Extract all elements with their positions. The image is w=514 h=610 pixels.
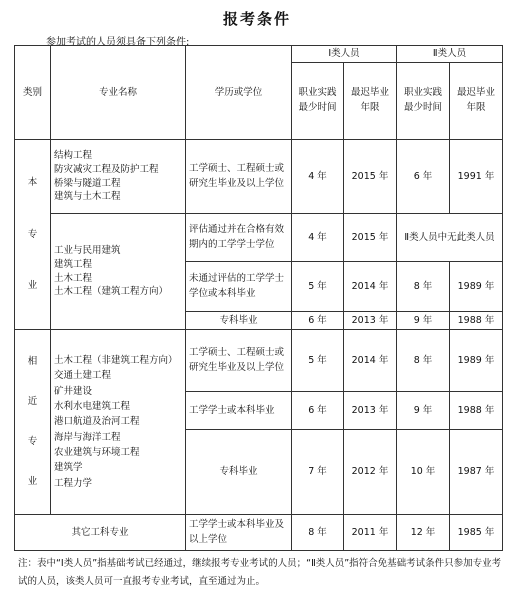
c2-years-cell: 9 年	[397, 312, 450, 330]
requirements-table	[14, 45, 503, 551]
education-cell: 专科毕业	[186, 430, 292, 515]
education-cell: 工学硕士、工程硕士或研究生毕业及以上学位	[186, 330, 292, 392]
header-category: 类别	[15, 46, 51, 140]
c2-grad-cell: 1988 年	[450, 312, 503, 330]
major-item: 农业建筑与环境工程	[54, 447, 140, 459]
major-item: 结构工程	[54, 149, 93, 161]
c2-grad-cell: 1989 年	[450, 330, 503, 392]
c1-grad-cell: 2013 年	[344, 312, 397, 330]
major-item: 桥梁与隧道工程	[54, 177, 121, 189]
section1-label-char: 业	[27, 280, 38, 292]
intro-text: 参加考试的人员须具备下列条件:	[46, 37, 190, 48]
page-title: 报考条件	[222, 10, 291, 28]
c1-years-cell: 6 年	[292, 392, 344, 430]
c1-grad-cell: 2014 年	[344, 262, 397, 312]
section2-label-char: 近	[27, 396, 38, 408]
c2-years-cell: 8 年	[397, 262, 450, 312]
section1-group1-majors	[51, 140, 186, 214]
section1-label-char: 本	[27, 176, 38, 188]
header-c2-work-years: 职业实践最少时间	[397, 63, 450, 140]
major-item: 土木工程（建筑工程方向）	[54, 286, 169, 298]
header-class2: Ⅱ类人员	[397, 46, 503, 63]
c2-years-cell: 6 年	[397, 140, 450, 214]
major-item: 建筑与土木工程	[54, 191, 121, 203]
c2-note-cell: Ⅱ类人员中无此类人员	[397, 214, 503, 262]
section1-group2-majors	[51, 214, 186, 330]
c2-grad-cell: 1991 年	[450, 140, 503, 214]
c1-years-cell: 5 年	[292, 330, 344, 392]
header-c2-grad-year: 最迟毕业年限	[450, 63, 503, 140]
major-item: 工业与民用建筑	[54, 244, 121, 256]
c2-grad-cell: 1985 年	[450, 515, 503, 551]
c2-years-cell: 8 年	[397, 330, 450, 392]
c1-years-cell: 4 年	[292, 140, 344, 214]
section2-label	[15, 330, 51, 515]
c1-grad-cell: 2013 年	[344, 392, 397, 430]
c2-grad-cell: 1988 年	[450, 392, 503, 430]
major-item: 建筑工程	[54, 258, 93, 270]
header-class1: Ⅰ类人员	[292, 46, 397, 63]
major-item: 工程力学	[54, 477, 93, 489]
header-c1-work-years: 职业实践最少时间	[292, 63, 344, 140]
section2-label-char: 业	[27, 475, 38, 487]
section2-majors	[51, 330, 186, 515]
section3-label: 其它工科专业	[15, 515, 186, 551]
education-cell: 工学硕士、工程硕士或研究生毕业及以上学位	[186, 140, 292, 214]
c2-years-cell: 9 年	[397, 392, 450, 430]
header-major: 专业名称	[51, 46, 186, 140]
c1-grad-cell: 2012 年	[344, 430, 397, 515]
c2-grad-cell: 1989 年	[450, 262, 503, 312]
section1-label	[15, 140, 51, 330]
major-item: 建筑学	[54, 462, 83, 474]
c1-grad-cell: 2011 年	[344, 515, 397, 551]
section2-label-char: 专	[27, 436, 38, 447]
major-item: 土木工程	[54, 272, 93, 284]
c1-years-cell: 7 年	[292, 430, 344, 515]
major-item: 土木工程（非建筑工程方向）	[54, 354, 178, 366]
header-c1-grad-year: 最迟毕业年限	[344, 63, 397, 140]
major-item: 港口航道及治河工程	[54, 416, 140, 428]
c2-years-cell: 10 年	[397, 430, 450, 515]
footnote: 注：表中“Ⅰ类人员”指基础考试已经通过，继续报考专业考试的人员；“Ⅱ类人员”指符合免基础考试条件只参加专业考试的人员，该类人员可一直报考专业考试，直至通过为止。	[18, 558, 502, 588]
c1-years-cell: 6 年	[292, 312, 344, 330]
c2-grad-cell: 1987 年	[450, 430, 503, 515]
c1-years-cell: 8 年	[292, 515, 344, 551]
education-cell: 专科毕业	[186, 312, 292, 330]
education-cell: 工学学士或本科毕业	[186, 392, 292, 430]
major-item: 防灾减灾工程及防护工程	[54, 163, 159, 175]
c1-grad-cell: 2015 年	[344, 140, 397, 214]
education-cell: 未通过评估的工学学士学位或本科毕业	[186, 262, 292, 312]
c1-grad-cell: 2015 年	[344, 214, 397, 262]
major-item: 交通土建工程	[54, 370, 112, 382]
header-education: 学历或学位	[186, 46, 292, 140]
major-item: 水利水电建筑工程	[54, 400, 131, 412]
section2-label-char: 相	[27, 356, 38, 368]
c1-years-cell: 4 年	[292, 214, 344, 262]
major-item: 海岸与海洋工程	[54, 431, 121, 443]
education-cell: 评估通过并在合格有效期内的工学学士学位	[186, 214, 292, 262]
c1-grad-cell: 2014 年	[344, 330, 397, 392]
c2-years-cell: 12 年	[397, 515, 450, 551]
c1-years-cell: 5 年	[292, 262, 344, 312]
major-item: 矿井建设	[54, 385, 93, 397]
education-cell: 工学学士或本科毕业及以上学位	[186, 515, 292, 551]
section1-label-char: 专	[27, 228, 38, 240]
